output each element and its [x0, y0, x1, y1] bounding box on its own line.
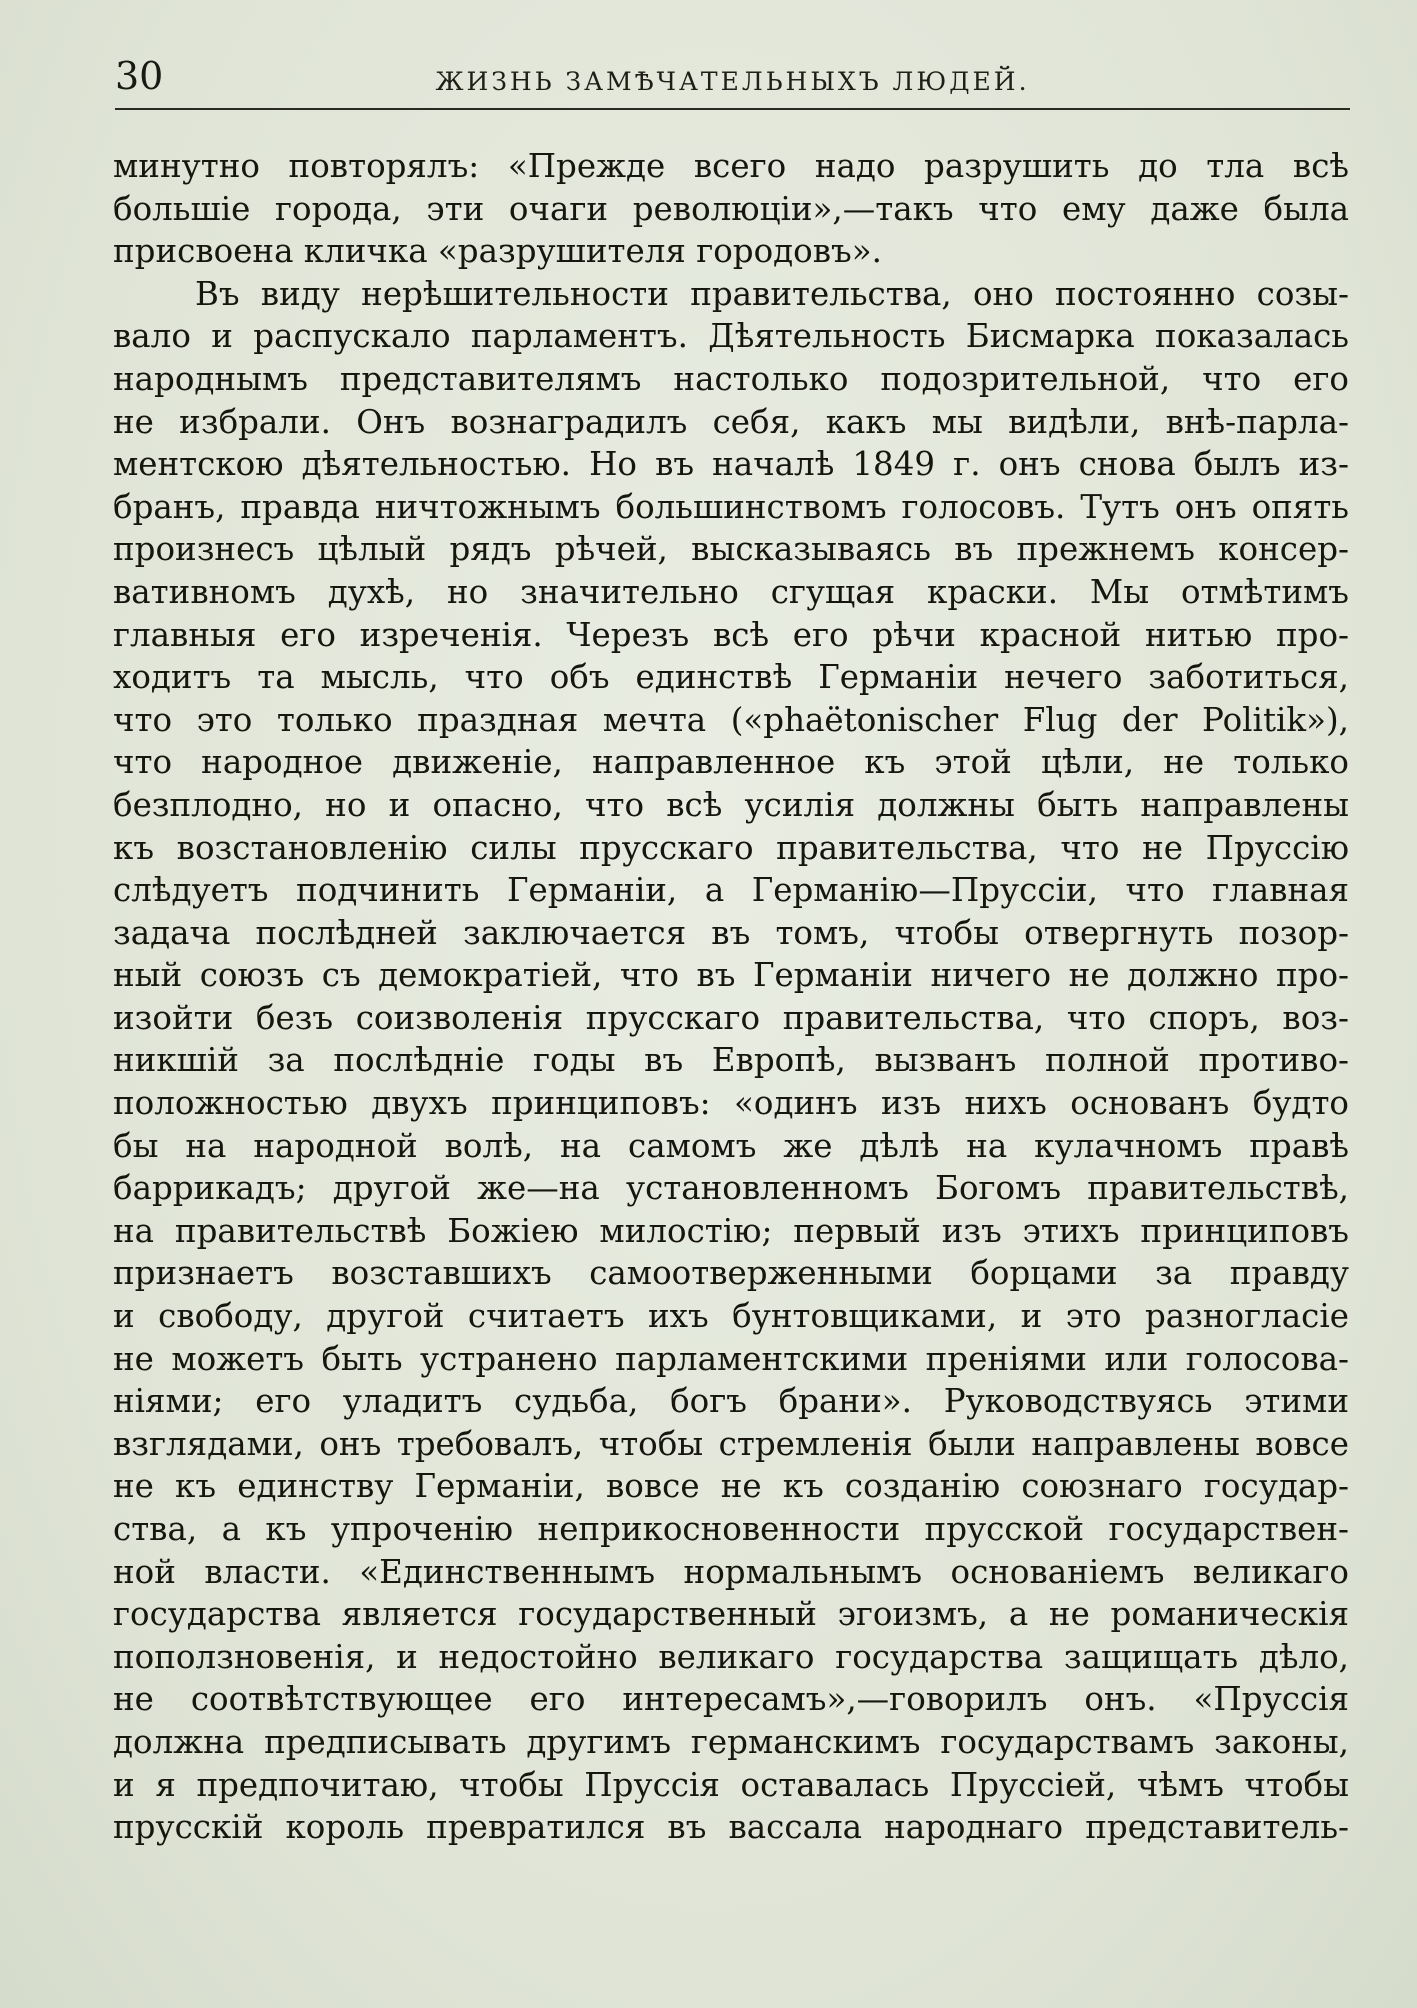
running-title: ЖИЗНЬ ЗАМѢЧАТЕЛЬНЫХЪ ЛЮДЕЙ.	[435, 67, 1030, 96]
text-line: безплодно, но и опасно, что всѣ усилія должны быть направлены	[113, 785, 1349, 824]
text-line: ной власти. «Единственнымъ нормальнымъ основаніемъ великаго	[113, 1552, 1349, 1591]
text-line: вативномъ духѣ, но значительно сгущая краски. Мы отмѣтимъ	[113, 572, 1349, 611]
text-line: народнымъ представителямъ настолько подозрительной, что его	[113, 359, 1349, 398]
text-line: ментскою дѣятельностью. Но въ началѣ 1849 г. онъ снова былъ из-	[113, 445, 1349, 484]
text-line: взглядами, онъ требовалъ, чтобы стремленія были направлены вовсе	[113, 1424, 1349, 1463]
text-line: баррикадъ; другой же—на установленномъ Богомъ правительствѣ,	[113, 1169, 1349, 1208]
running-head	[115, 54, 1350, 110]
body-text	[113, 145, 1349, 1849]
text-line: вало и распускало парламентъ. Дѣятельность Бисмарка показалась	[113, 317, 1349, 356]
text-line: не избрали. Онъ вознаградилъ себя, какъ мы видѣли, внѣ-парла-	[113, 402, 1349, 441]
text-line: ства, а къ упроченію неприкосновенности прусской государствен-	[113, 1510, 1349, 1548]
page-number: 30	[115, 54, 164, 98]
text-line: никшій за послѣдніе годы въ Европѣ, вызванъ полной противо-	[113, 1041, 1349, 1080]
text-line: должна предписывать другимъ германскимъ государствамъ законы,	[113, 1722, 1349, 1761]
text-line: присвоена кличка «разрушителя городовъ».	[113, 232, 882, 271]
text-line: главныя его изреченія. Черезъ всѣ его рѣчи красной нитью про-	[113, 615, 1349, 654]
text-line: не можетъ быть устранено парламентскими преніями или голосова-	[113, 1339, 1349, 1378]
text-line: къ возстановленію силы прусскаго правительства, что не Пруссію	[113, 828, 1349, 867]
text-line: бранъ, правда ничтожнымъ большинствомъ голосовъ. Тутъ онъ опять	[113, 487, 1349, 526]
text-line: что это только праздная мечта («phaëtonischer Flug der Politik»),	[113, 700, 1349, 739]
text-line: на правительствѣ Божіею милостію; первый изъ этихъ принциповъ	[113, 1211, 1349, 1250]
text-line: признаетъ возставшихъ самоотверженными борцами за правду	[113, 1254, 1349, 1293]
text-line: ный союзъ съ демократіей, что въ Германіи ничего не должно про-	[113, 956, 1349, 995]
text-line: не къ единству Германіи, вовсе не къ созданію союзнаго государ-	[113, 1467, 1349, 1506]
text-line: слѣдуетъ подчинить Германіи, а Германію—Пруссіи, что главная	[113, 871, 1349, 910]
text-line: минутно повторялъ: «Прежде всего надо разрушить до тла всѣ	[113, 147, 1349, 185]
text-line: изойти безъ соизволенія прусскаго правительства, что споръ, воз-	[113, 998, 1349, 1037]
text-line: Въ виду нерѣшительности правительства, оно постоянно созы-	[195, 274, 1349, 313]
text-line: не соотвѣтствующее его интересамъ»,—говорилъ онъ. «Пруссія	[113, 1680, 1349, 1719]
text-line: произнесъ цѣлый рядъ рѣчей, высказываясь въ прежнемъ консер-	[113, 530, 1349, 569]
text-line: прусскій король превратился въ вассала народнаго представитель-	[113, 1808, 1349, 1847]
text-line: и я предпочитаю, чтобы Пруссія оставалась Пруссіей, чѣмъ чтобы	[113, 1765, 1349, 1804]
text-line: государства является государственный эгоизмъ, а не романическія	[113, 1595, 1349, 1634]
text-line: положностью двухъ принциповъ: «одинъ изъ нихъ основанъ будто	[113, 1084, 1349, 1123]
text-line: поползновенія, и недостойно великаго государства защищать дѣло,	[113, 1637, 1349, 1676]
text-line: и свободу, другой считаетъ ихъ бунтовщиками, и это разногласіе	[113, 1297, 1349, 1336]
text-line: задача послѣдней заключается въ томъ, чтобы отвергнуть позор-	[113, 913, 1349, 952]
text-line: бы на народной волѣ, на самомъ же дѣлѣ на кулачномъ правѣ	[113, 1126, 1349, 1165]
text-line: что народное движеніе, направленное къ этой цѣли, не только	[113, 743, 1349, 782]
text-line: ніями; его уладитъ судьба, богъ брани». Руководствуясь этими	[113, 1382, 1349, 1421]
text-line: большіе города, эти очаги революціи»,—такъ что ему даже была	[113, 189, 1349, 228]
text-line: ходитъ та мысль, что объ единствѣ Германіи нечего заботиться,	[113, 658, 1349, 697]
